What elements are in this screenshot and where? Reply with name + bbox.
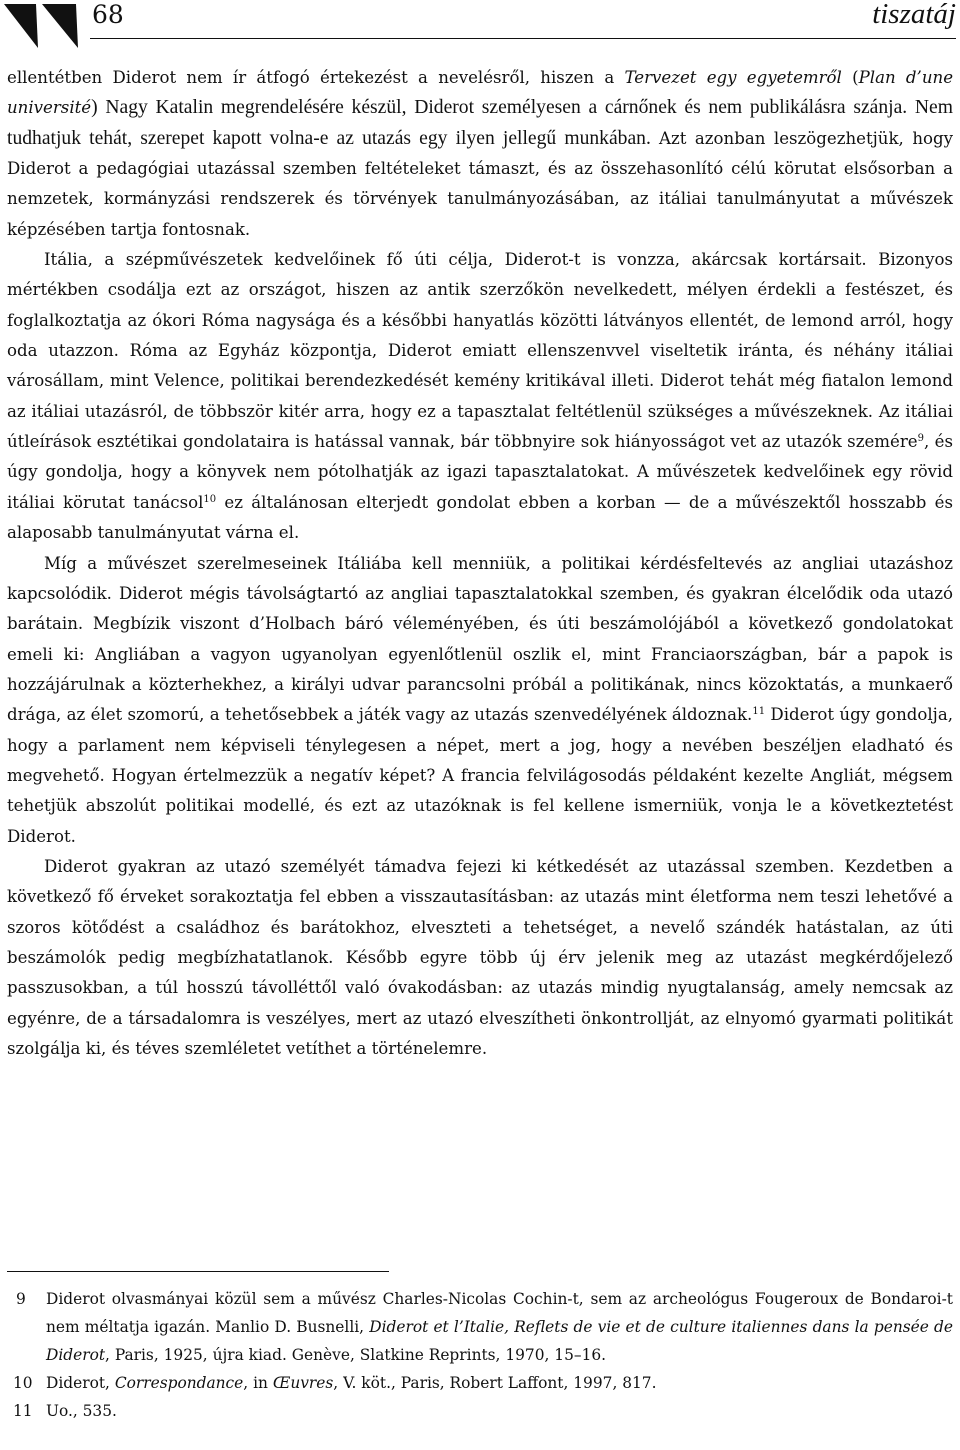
paragraph-4: Diderot gyakran az utazó személyét támadva fejezi ki kétkedését az utazással szemben. Kezdetben a következő fő érveket sorakoztatja fel ebben a visszautasításban: az utazás mint életforma nem teszi lehetővé a szoros kötődést a családhoz és barátokhoz, elveszteti a tehetséget, a nevelő szándék hatástalan, az úti beszámolók pedig megbízhatatlanok. Később egyre több új érv jelenik meg az utazást megkérdőjelező passzusokban, a túl hosszú távolléttől való óvakodásban: az utazás mindig nyugtalanság, amely nemcsak az egyénre, de a társadalomra is veszélyes, mert az utazó elveszítheti önkontrollját, az elnyomó gyarmati politikát szolgálja ki, és téves szemléletet vetíthet a történelemre. xyxy=(7,856,953,1058)
footnote-ref-11[interactable]: 11 xyxy=(752,706,766,718)
paragraph-2: Itália, a szépművészetek kedvelőinek fő úti célja, Diderot-t is vonzza, akárcsak kortársait. Bizonyos mértékben csodálja ezt az országot, hiszen az antik szerzőkön nevelkedett, mélyen érdekli a festészet, és foglalkoztatja az ókori Róma nagysága és a későbbi hanyatlás közötti látványos ellentét, de lemond arról, hogy oda utazzon. Róma az Egyház központja, Diderot emiatt ellenszenvvel viseltetik iránta, és néhány itáliai városállam, mint Velence, politikai berendezkedését kemény kritikával illeti. Diderot tehát még fiatalon lemond az itáliai utazásról, de többször kitér arra, hogy ez a tapasztalat feltétlenül szükséges a művészeknek. Az itáliai útleírások esztétikai gondolataira is hatással vannak, bár többnyire sok hiányosságot vet az utazók szemére$^9$, és úgy gondolja, hogy a könyvek nem pótolhatják az igazi tapasztalatokat. A művészetek kedvelőinek egy rövid itáliai körutat tanácsol$^{10}$ ez általánosan elterjedt gondolat ebben a korban — de a művészektől hosszabb és alaposabb tanulmányutat várna el. xyxy=(7,250,953,543)
paragraph-1: ellentétben Diderot nem ír átfogó értekezést a nevelésről, hiszen a Tervezet egy egyetemről (Plan d’une université) Nagy Katalin megrendelésére készül, Diderot személyesen a cárnőnek és nem publikálásra szánja. Nem tudhatjuk tehát, szerepet kapott volna-e az utazás egy ilyen jellegű munkában. Azt azonban leszögezhetjük, hogy Diderot a pedagógiai utazással szemben feltételeket támaszt, és az összehasonlító célú körutat elsősorban a nemzetek, kormányzási rendszerek és törvények tanulmányozásában, az itáliai tanulmányutat a művészek képzésében tartja fontosnak. xyxy=(7,68,954,239)
footnote-11: 11 Uo., 535. xyxy=(0,1397,960,1425)
footnote-number: 11 xyxy=(13,1402,33,1420)
paragraph-3: Míg a művészet szerelmeseinek Itáliába kell menniük, a politikai kérdésfeltevés az angliai utazáshoz kapcsolódik. Diderot mégis távolságtartó az angliai tapasztalatokkal szemben, és gyakran élcelődik oda utazó barátain. Megbízik viszont d’Holbach báró véleményében, és úti beszámolójából a következő gondolatokat emeli ki: Angliában a vagyon ugyanolyan egyenlőtlenül oszlik el, mint Franciaországban, bár a papok is hozzájárulnak a közterhekhez, a királyi udvar parancsolni próbál a politikának, nincs közoktatás, a munkaerő drága, az élet szomorú, a tehetősebbek a játék vagy az utazás szenvedélyének áldoznak.$^{11}$ Diderot úgy gondolja, hogy a parlament nem képviseli ténylegesen a népet, mert a jog, hogy a nevében beszéljen eladható és megvehető. Hogyan értelmezzük a negatív képet? A francia felvilágosodás példaként kezelte Angliát, mégsem tehetjük abszolút politikai modellé, és ezt az utazóknak is fel kellene ismerniük, vonja le a következtetést Diderot. xyxy=(7,553,953,846)
journal-title: tiszatáj xyxy=(872,0,956,30)
footnote-9: 9 Diderot olvasmányai közül sem a művész Charles-Nicolas Cochin-t, sem az archeológus Fougeroux de Bondaroi-t nem méltatja igazán. Manlio D. Busnelli, Diderot et l’Italie, Reflets de vie et de culture italiennes dans la pensée de Diderot, Paris, 1925, újra kiad. Genève, Slatkine Reprints, 1970, 15–16. xyxy=(0,1285,960,1369)
header-rule xyxy=(90,38,956,39)
page-number: 68 xyxy=(92,0,124,29)
page-header xyxy=(0,0,960,58)
footnote-number: 9 xyxy=(16,1290,26,1308)
footnotes xyxy=(0,1285,960,1425)
footnote-ref-10[interactable]: 10 xyxy=(203,493,217,505)
footnote-10: 10 Diderot, Correspondance, in Œuvres, V. köt., Paris, Robert Laffont, 1997, 817. xyxy=(0,1369,960,1397)
article-body xyxy=(7,63,953,1064)
footnote-rule xyxy=(7,1271,389,1272)
footnote-ref-9[interactable]: 9 xyxy=(917,433,924,445)
footnote-number: 10 xyxy=(13,1374,33,1392)
journal-logo-icon xyxy=(4,4,82,48)
